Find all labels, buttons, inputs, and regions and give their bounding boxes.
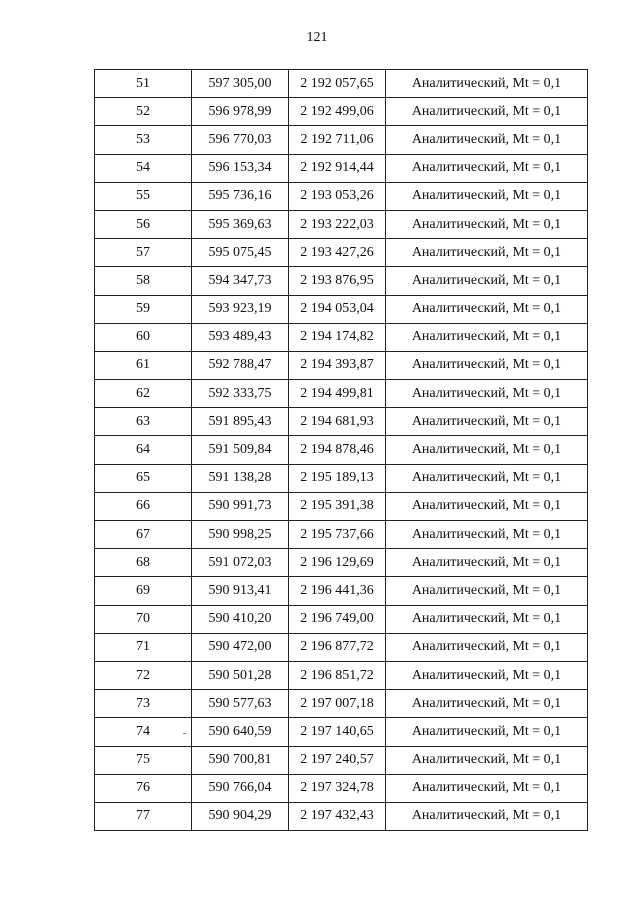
point-number-cell: 71 — [95, 633, 192, 661]
method-cell: Аналитический, Mt = 0,1 — [386, 521, 588, 549]
x-coordinate-cell: 590 991,73 — [192, 492, 289, 520]
y-coordinate-cell: 2 193 053,26 — [289, 182, 386, 210]
table-row — [95, 464, 588, 492]
y-coordinate-cell: 2 195 189,13 — [289, 464, 386, 492]
method-cell: Аналитический, Mt = 0,1 — [386, 436, 588, 464]
x-coordinate-cell: 590 913,41 — [192, 577, 289, 605]
point-number-cell: 73 — [95, 690, 192, 718]
y-coordinate-cell: 2 192 499,06 — [289, 98, 386, 126]
x-coordinate-cell: 591 072,03 — [192, 549, 289, 577]
x-coordinate-cell: 597 305,00 — [192, 70, 289, 98]
y-coordinate-cell: 2 195 737,66 — [289, 521, 386, 549]
method-cell: Аналитический, Mt = 0,1 — [386, 408, 588, 436]
point-number-cell: 65 — [95, 464, 192, 492]
point-number-cell: 72 — [95, 661, 192, 689]
method-cell: Аналитический, Mt = 0,1 — [386, 295, 588, 323]
x-coordinate-cell: 592 788,47 — [192, 351, 289, 379]
point-number-cell: 62 — [95, 380, 192, 408]
point-number-cell: 56 — [95, 210, 192, 238]
y-coordinate-cell: 2 192 914,44 — [289, 154, 386, 182]
y-coordinate-cell: 2 194 053,04 — [289, 295, 386, 323]
point-number-cell: 51 — [95, 70, 192, 98]
point-number-cell: 57 — [95, 239, 192, 267]
table-row — [95, 802, 588, 830]
method-cell: Аналитический, Mt = 0,1 — [386, 577, 588, 605]
method-cell: Аналитический, Mt = 0,1 — [386, 633, 588, 661]
method-cell: Аналитический, Mt = 0,1 — [386, 380, 588, 408]
point-number-cell: 69 — [95, 577, 192, 605]
table-row — [95, 351, 588, 379]
x-coordinate-cell: 593 489,43 — [192, 323, 289, 351]
x-coordinate-cell: 594 347,73 — [192, 267, 289, 295]
table-row — [95, 577, 588, 605]
method-cell: Аналитический, Mt = 0,1 — [386, 492, 588, 520]
table-row — [95, 690, 588, 718]
x-coordinate-cell: 595 075,45 — [192, 239, 289, 267]
scan-artifact — [183, 733, 186, 734]
method-cell: Аналитический, Mt = 0,1 — [386, 239, 588, 267]
y-coordinate-cell: 2 192 711,06 — [289, 126, 386, 154]
table-row — [95, 436, 588, 464]
y-coordinate-cell: 2 193 427,26 — [289, 239, 386, 267]
point-number-cell: 55 — [95, 182, 192, 210]
point-number-cell: 52 — [95, 98, 192, 126]
point-number-cell: 70 — [95, 605, 192, 633]
table-row — [95, 267, 588, 295]
table-row — [95, 70, 588, 98]
method-cell: Аналитический, Mt = 0,1 — [386, 351, 588, 379]
method-cell: Аналитический, Mt = 0,1 — [386, 549, 588, 577]
method-cell: Аналитический, Mt = 0,1 — [386, 323, 588, 351]
x-coordinate-cell: 591 138,28 — [192, 464, 289, 492]
y-coordinate-cell: 2 193 222,03 — [289, 210, 386, 238]
method-cell: Аналитический, Mt = 0,1 — [386, 774, 588, 802]
table-row — [95, 182, 588, 210]
point-number-cell: 74 — [95, 718, 192, 746]
coordinates-table-body — [95, 70, 588, 831]
y-coordinate-cell: 2 194 174,82 — [289, 323, 386, 351]
x-coordinate-cell: 591 509,84 — [192, 436, 289, 464]
x-coordinate-cell: 590 577,63 — [192, 690, 289, 718]
table-row — [95, 746, 588, 774]
method-cell: Аналитический, Mt = 0,1 — [386, 210, 588, 238]
y-coordinate-cell: 2 195 391,38 — [289, 492, 386, 520]
y-coordinate-cell: 2 197 007,18 — [289, 690, 386, 718]
point-number-cell: 53 — [95, 126, 192, 154]
x-coordinate-cell: 595 736,16 — [192, 182, 289, 210]
method-cell: Аналитический, Mt = 0,1 — [386, 126, 588, 154]
point-number-cell: 68 — [95, 549, 192, 577]
x-coordinate-cell: 590 410,20 — [192, 605, 289, 633]
point-number-cell: 63 — [95, 408, 192, 436]
x-coordinate-cell: 590 998,25 — [192, 521, 289, 549]
y-coordinate-cell: 2 196 851,72 — [289, 661, 386, 689]
x-coordinate-cell: 591 895,43 — [192, 408, 289, 436]
point-number-cell: 58 — [95, 267, 192, 295]
coordinates-table — [94, 69, 588, 831]
x-coordinate-cell: 590 700,81 — [192, 746, 289, 774]
method-cell: Аналитический, Mt = 0,1 — [386, 605, 588, 633]
table-row — [95, 295, 588, 323]
table-row — [95, 774, 588, 802]
method-cell: Аналитический, Mt = 0,1 — [386, 98, 588, 126]
point-number-cell: 59 — [95, 295, 192, 323]
method-cell: Аналитический, Mt = 0,1 — [386, 464, 588, 492]
method-cell: Аналитический, Mt = 0,1 — [386, 267, 588, 295]
x-coordinate-cell: 590 640,59 — [192, 718, 289, 746]
table-row — [95, 323, 588, 351]
table-row — [95, 154, 588, 182]
table-row — [95, 661, 588, 689]
y-coordinate-cell: 2 197 432,43 — [289, 802, 386, 830]
table-row — [95, 126, 588, 154]
y-coordinate-cell: 2 194 499,81 — [289, 380, 386, 408]
table-row — [95, 98, 588, 126]
table-row — [95, 380, 588, 408]
method-cell: Аналитический, Mt = 0,1 — [386, 690, 588, 718]
table-row — [95, 521, 588, 549]
table-row — [95, 210, 588, 238]
point-number-cell: 54 — [95, 154, 192, 182]
y-coordinate-cell: 2 193 876,95 — [289, 267, 386, 295]
table-row — [95, 549, 588, 577]
x-coordinate-cell: 592 333,75 — [192, 380, 289, 408]
x-coordinate-cell: 596 770,03 — [192, 126, 289, 154]
x-coordinate-cell: 595 369,63 — [192, 210, 289, 238]
x-coordinate-cell: 596 978,99 — [192, 98, 289, 126]
y-coordinate-cell: 2 196 749,00 — [289, 605, 386, 633]
method-cell: Аналитический, Mt = 0,1 — [386, 70, 588, 98]
point-number-cell: 76 — [95, 774, 192, 802]
y-coordinate-cell: 2 194 878,46 — [289, 436, 386, 464]
table-row — [95, 239, 588, 267]
point-number-cell: 61 — [95, 351, 192, 379]
method-cell: Аналитический, Mt = 0,1 — [386, 746, 588, 774]
method-cell: Аналитический, Mt = 0,1 — [386, 182, 588, 210]
y-coordinate-cell: 2 196 877,72 — [289, 633, 386, 661]
y-coordinate-cell: 2 196 441,36 — [289, 577, 386, 605]
y-coordinate-cell: 2 196 129,69 — [289, 549, 386, 577]
method-cell: Аналитический, Mt = 0,1 — [386, 661, 588, 689]
point-number-cell: 66 — [95, 492, 192, 520]
y-coordinate-cell: 2 197 140,65 — [289, 718, 386, 746]
page-number: 121 — [306, 30, 328, 45]
method-cell: Аналитический, Mt = 0,1 — [386, 802, 588, 830]
x-coordinate-cell: 590 501,28 — [192, 661, 289, 689]
point-number-cell: 67 — [95, 521, 192, 549]
point-number-cell: 77 — [95, 802, 192, 830]
x-coordinate-cell: 590 472,00 — [192, 633, 289, 661]
x-coordinate-cell: 590 766,04 — [192, 774, 289, 802]
x-coordinate-cell: 590 904,29 — [192, 802, 289, 830]
table-row — [95, 492, 588, 520]
table-row — [95, 605, 588, 633]
method-cell: Аналитический, Mt = 0,1 — [386, 718, 588, 746]
table-row — [95, 633, 588, 661]
y-coordinate-cell: 2 192 057,65 — [289, 70, 386, 98]
point-number-cell: 60 — [95, 323, 192, 351]
y-coordinate-cell: 2 197 240,57 — [289, 746, 386, 774]
point-number-cell: 75 — [95, 746, 192, 774]
y-coordinate-cell: 2 197 324,78 — [289, 774, 386, 802]
table-row — [95, 718, 588, 746]
y-coordinate-cell: 2 194 681,93 — [289, 408, 386, 436]
point-number-cell: 64 — [95, 436, 192, 464]
table-row — [95, 408, 588, 436]
y-coordinate-cell: 2 194 393,87 — [289, 351, 386, 379]
x-coordinate-cell: 596 153,34 — [192, 154, 289, 182]
x-coordinate-cell: 593 923,19 — [192, 295, 289, 323]
method-cell: Аналитический, Mt = 0,1 — [386, 154, 588, 182]
